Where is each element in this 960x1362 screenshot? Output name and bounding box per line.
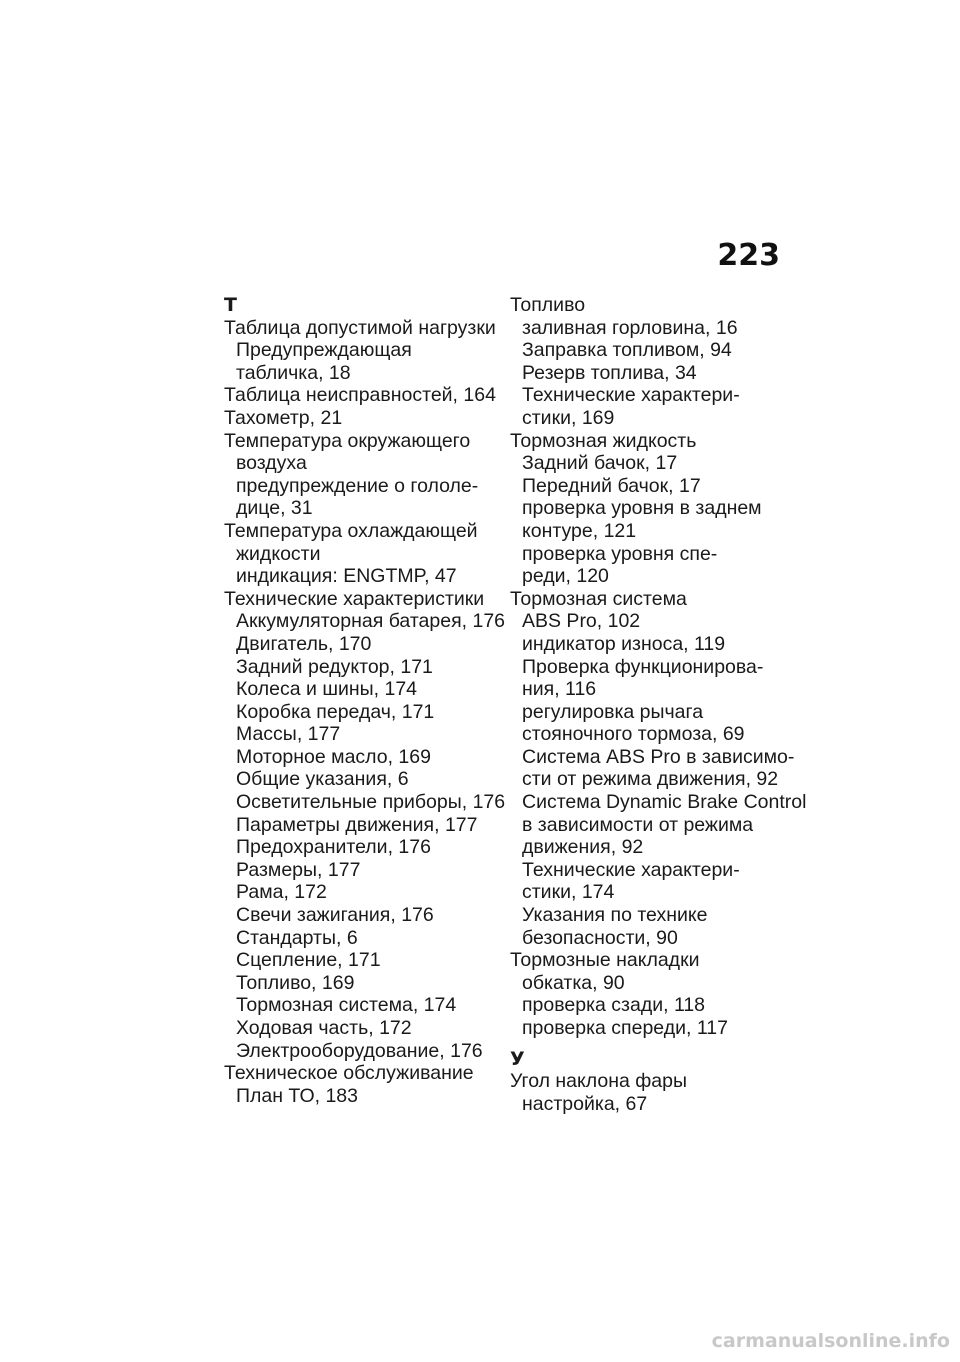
index-entry: Тормозная система	[510, 587, 687, 610]
index-subentry: Коробка передач, 171	[236, 700, 435, 723]
index-subentry: Осветительные приборы, 176	[236, 791, 506, 814]
index-subentry: индикация: ENGTMP, 47	[236, 565, 457, 588]
index-subentry: Технические характери-	[522, 384, 740, 407]
index-subentry: Ходовая часть, 172	[236, 1017, 412, 1039]
index-subentry: Предохранители, 176	[236, 836, 431, 859]
index-subentry: безопасности, 90	[522, 926, 678, 949]
index-subentry: настройка, 67	[522, 1092, 648, 1115]
index-subentry: стики, 169	[522, 406, 615, 429]
index-column-left	[224, 294, 506, 1107]
index-subentry: ABS Pro, 102	[522, 610, 641, 633]
index-subentry: проверка спереди, 117	[522, 1017, 728, 1039]
watermark: carmanualsonline.info	[711, 1330, 950, 1352]
index-subentry: Проверка функционирова-	[522, 655, 764, 678]
index-subentry: в зависимости от режима	[522, 813, 754, 836]
index-subentry: Общие указания, 6	[236, 768, 409, 791]
index-subentry: стояночного тормоза, 69	[522, 723, 745, 746]
index-subentry: Стандарты, 6	[236, 926, 358, 949]
index-subentry: Размеры, 177	[236, 858, 361, 881]
index-entry: Тахометр, 21	[224, 406, 343, 429]
index-subentry: Рама, 172	[236, 881, 327, 904]
index-subentry: Резерв топлива, 34	[522, 361, 697, 384]
index-subentry: Свечи зажигания, 176	[236, 904, 434, 927]
index-subentry: Задний редуктор, 171	[236, 655, 433, 678]
index-entry: Тормозные накладки	[510, 949, 700, 972]
index-letter-heading: У	[510, 1047, 525, 1070]
index-subentry: Колеса и шины, 174	[236, 678, 418, 701]
index-subentry: Параметры движения, 177	[236, 813, 478, 836]
index-subentry: предупреждение о гололе-	[236, 474, 479, 497]
index-subentry: Двигатель, 170	[236, 632, 372, 655]
index-subentry: Электрооборудование, 176	[236, 1039, 483, 1062]
index-subentry: дице, 31	[236, 497, 313, 520]
index-subentry: стики, 174	[522, 881, 615, 904]
index-subentry: Передний бачок, 17	[522, 474, 701, 497]
index-subentry: проверка сзади, 118	[522, 994, 706, 1017]
index-subentry: заливная горловина, 16	[522, 316, 738, 339]
index-entry: Угол наклона фары	[510, 1070, 687, 1093]
index-subentry: Указания по технике	[522, 904, 708, 927]
index-subentry: Топливо, 169	[236, 971, 355, 994]
index-subentry: Аккумуляторная батарея, 176	[236, 610, 506, 633]
index-subentry: Технические характери-	[522, 858, 740, 881]
index-subentry: Предупреждающая	[236, 339, 412, 362]
index-letter-heading: Т	[224, 294, 237, 316]
index-entry: Температура окружающего	[224, 429, 471, 452]
index-subentry: Сцепление, 171	[236, 949, 381, 972]
index-subentry: жидкости	[236, 542, 321, 565]
index-subentry: табличка, 18	[236, 361, 351, 384]
index-subentry: воздуха	[236, 452, 307, 475]
index-subentry: движения, 92	[522, 836, 644, 859]
index-entry: Таблица допустимой нагрузки	[224, 316, 496, 339]
index-subentry: Моторное масло, 169	[236, 745, 431, 768]
index-subentry: ния, 116	[522, 678, 597, 701]
index-subentry: Тормозная система, 174	[236, 994, 457, 1017]
index-entry: Топливо	[510, 294, 586, 316]
index-subentry: проверка уровня спе-	[522, 542, 718, 565]
index-entry: Тормозная жидкость	[510, 429, 697, 452]
index-subentry: обкатка, 90	[522, 971, 625, 994]
index-subentry: План ТО, 183	[236, 1084, 358, 1107]
index-column-right	[510, 294, 807, 1115]
index-spacer	[510, 1040, 790, 1048]
index-entry: Таблица неисправностей, 164	[224, 384, 496, 407]
index-subentry: сти от режима движения, 92	[522, 768, 779, 791]
index-subentry: Массы, 177	[236, 723, 341, 746]
index-subentry: Заправка топливом, 94	[522, 339, 732, 362]
index-subentry: Система Dynamic Brake Control	[522, 791, 807, 814]
index-subentry: регулировка рычага	[522, 700, 704, 723]
index-subentry: индикатор износа, 119	[522, 632, 726, 655]
index-subentry: проверка уровня в заднем	[522, 497, 762, 520]
index-entry: Технические характеристики	[224, 587, 485, 610]
page-number: 223	[717, 238, 780, 273]
index-entry: Техническое обслуживание	[224, 1062, 474, 1085]
index-subentry: Задний бачок, 17	[522, 452, 678, 475]
index-subentry: контуре, 121	[522, 519, 637, 542]
index-subentry: Система ABS Pro в зависимо-	[522, 745, 795, 768]
index-subentry: реди, 120	[522, 565, 609, 588]
index-entry: Температура охлаждающей	[224, 519, 478, 542]
